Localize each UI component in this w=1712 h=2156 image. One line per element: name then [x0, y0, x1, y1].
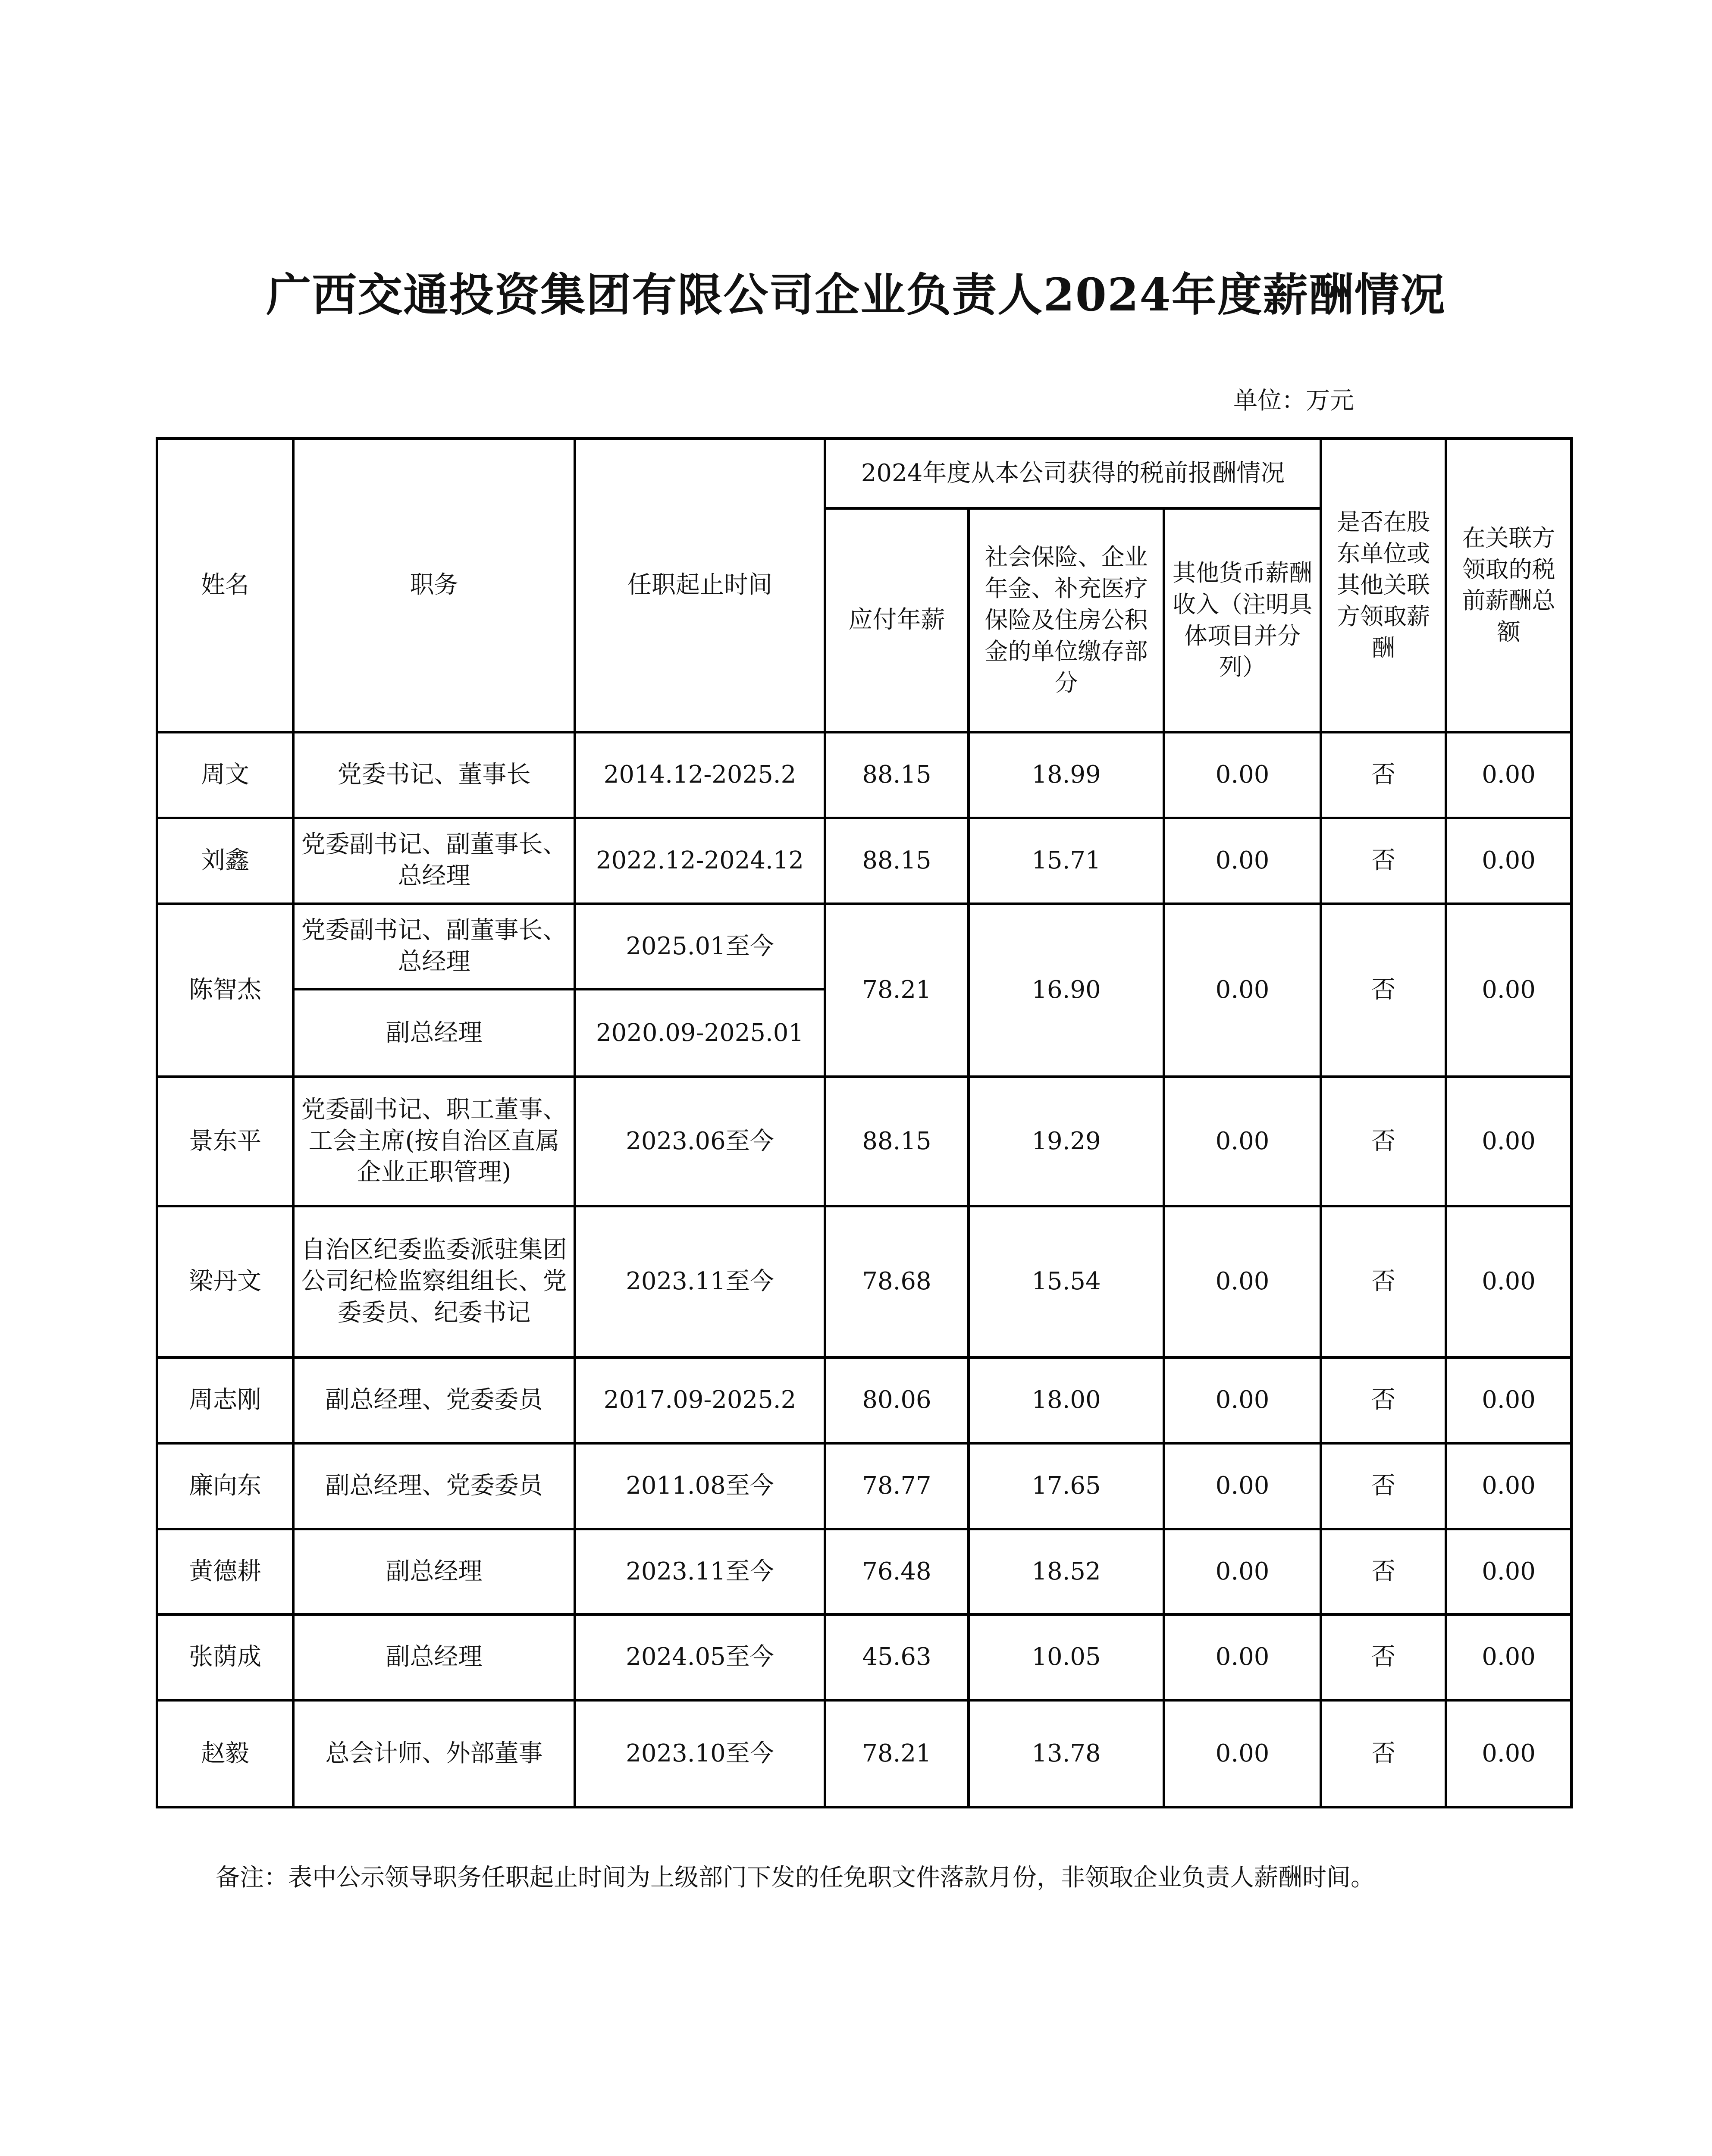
cell-salary: 78.77	[825, 1443, 969, 1529]
table-row	[157, 1700, 1571, 1807]
cell-position: 党委副书记、职工董事、工会主席(按自治区直属企业正职管理)	[293, 1077, 575, 1206]
cell-tenure: 2011.08至今	[575, 1443, 825, 1529]
cell-salary: 45.63	[825, 1614, 969, 1700]
cell-position: 党委副书记、副董事长、总经理	[293, 904, 575, 990]
cell-related: 0.00	[1446, 732, 1571, 818]
table-row	[157, 1443, 1571, 1529]
cell-insurance: 18.52	[969, 1529, 1164, 1615]
cell-other: 0.00	[1164, 1529, 1321, 1615]
cell-related: 0.00	[1446, 1357, 1571, 1443]
cell-tenure: 2024.05至今	[575, 1614, 825, 1700]
salary-table	[156, 437, 1573, 1808]
cell-tenure: 2014.12-2025.2	[575, 732, 825, 818]
page-title: 广西交通投资集团有限公司企业负责人2024年度薪酬情况	[266, 268, 1446, 321]
cell-salary: 78.21	[825, 1700, 969, 1807]
cell-related: 0.00	[1446, 1206, 1571, 1357]
table-row	[157, 1206, 1571, 1357]
table-row	[157, 732, 1571, 818]
cell-salary: 78.68	[825, 1206, 969, 1357]
header-row-1	[157, 439, 1571, 508]
unit-label: 单位：万元	[1233, 387, 1354, 415]
cell-shareholder: 否	[1321, 1206, 1446, 1357]
cell-shareholder: 否	[1321, 1077, 1446, 1206]
cell-tenure: 2017.09-2025.2	[575, 1357, 825, 1443]
cell-related: 0.00	[1446, 1700, 1571, 1807]
cell-name: 周文	[157, 732, 293, 818]
cell-insurance: 15.71	[969, 818, 1164, 904]
cell-shareholder: 否	[1321, 1443, 1446, 1529]
cell-related: 0.00	[1446, 1529, 1571, 1615]
header-other: 其他货币薪酬收入（注明具体项目并分列）	[1164, 508, 1321, 732]
header-position: 职务	[293, 439, 575, 732]
footnote: 备注：表中公示领导职务任职起止时间为上级部门下发的任免职文件落款月份，非领取企业负责人薪酬时间。	[216, 1864, 1375, 1892]
cell-tenure: 2023.06至今	[575, 1077, 825, 1206]
cell-position: 党委书记、董事长	[293, 732, 575, 818]
cell-shareholder: 否	[1321, 818, 1446, 904]
cell-position: 党委副书记、副董事长、总经理	[293, 818, 575, 904]
cell-shareholder: 否	[1321, 904, 1446, 1077]
table-row	[157, 818, 1571, 904]
cell-shareholder: 否	[1321, 1700, 1446, 1807]
header-insurance: 社会保险、企业年金、补充医疗保险及住房公积金的单位缴存部分	[969, 508, 1164, 732]
cell-tenure: 2023.10至今	[575, 1700, 825, 1807]
cell-position: 自治区纪委监委派驻集团公司纪检监察组组长、党委委员、纪委书记	[293, 1206, 575, 1357]
cell-name: 赵毅	[157, 1700, 293, 1807]
cell-insurance: 19.29	[969, 1077, 1164, 1206]
cell-insurance: 18.00	[969, 1357, 1164, 1443]
cell-other: 0.00	[1164, 1206, 1321, 1357]
cell-insurance: 16.90	[969, 904, 1164, 1077]
cell-insurance: 17.65	[969, 1443, 1164, 1529]
cell-position: 副总经理	[293, 1614, 575, 1700]
cell-other: 0.00	[1164, 1357, 1321, 1443]
cell-other: 0.00	[1164, 1077, 1321, 1206]
cell-salary: 88.15	[825, 732, 969, 818]
cell-shareholder: 否	[1321, 732, 1446, 818]
cell-other: 0.00	[1164, 732, 1321, 818]
cell-salary: 76.48	[825, 1529, 969, 1615]
cell-shareholder: 否	[1321, 1357, 1446, 1443]
cell-position: 总会计师、外部董事	[293, 1700, 575, 1807]
cell-insurance: 18.99	[969, 732, 1164, 818]
cell-name: 周志刚	[157, 1357, 293, 1443]
cell-position: 副总经理、党委委员	[293, 1443, 575, 1529]
cell-insurance: 10.05	[969, 1614, 1164, 1700]
cell-related: 0.00	[1446, 1443, 1571, 1529]
cell-salary: 78.21	[825, 904, 969, 1077]
table-row	[157, 1529, 1571, 1615]
cell-insurance: 13.78	[969, 1700, 1164, 1807]
cell-name: 张荫成	[157, 1614, 293, 1700]
header-related: 在关联方领取的税前薪酬总额	[1446, 439, 1571, 732]
cell-tenure: 2025.01至今	[575, 904, 825, 990]
cell-salary: 88.15	[825, 1077, 969, 1206]
cell-insurance: 15.54	[969, 1206, 1164, 1357]
cell-position: 副总经理、党委委员	[293, 1357, 575, 1443]
cell-shareholder: 否	[1321, 1614, 1446, 1700]
cell-tenure: 2023.11至今	[575, 1529, 825, 1615]
cell-other: 0.00	[1164, 1614, 1321, 1700]
cell-related: 0.00	[1446, 1077, 1571, 1206]
cell-tenure: 2023.11至今	[575, 1206, 825, 1357]
cell-name: 刘鑫	[157, 818, 293, 904]
header-group: 2024年度从本公司获得的税前报酬情况	[825, 439, 1321, 508]
cell-related: 0.00	[1446, 1614, 1571, 1700]
cell-salary: 80.06	[825, 1357, 969, 1443]
cell-other: 0.00	[1164, 1443, 1321, 1529]
header-tenure: 任职起止时间	[575, 439, 825, 732]
cell-name: 景东平	[157, 1077, 293, 1206]
cell-other: 0.00	[1164, 818, 1321, 904]
cell-tenure: 2020.09-2025.01	[575, 989, 825, 1077]
cell-salary: 88.15	[825, 818, 969, 904]
cell-shareholder: 否	[1321, 1529, 1446, 1615]
table-row	[157, 1077, 1571, 1206]
cell-tenure: 2022.12-2024.12	[575, 818, 825, 904]
cell-related: 0.00	[1446, 904, 1571, 1077]
cell-name: 黄德耕	[157, 1529, 293, 1615]
cell-name: 廉向东	[157, 1443, 293, 1529]
cell-name: 梁丹文	[157, 1206, 293, 1357]
cell-related: 0.00	[1446, 818, 1571, 904]
table-row	[157, 1357, 1571, 1443]
table-row	[157, 904, 1571, 990]
cell-other: 0.00	[1164, 904, 1321, 1077]
cell-other: 0.00	[1164, 1700, 1321, 1807]
header-shareholder: 是否在股东单位或其他关联方领取薪酬	[1321, 439, 1446, 732]
header-name: 姓名	[157, 439, 293, 732]
cell-position: 副总经理	[293, 989, 575, 1077]
header-salary: 应付年薪	[825, 508, 969, 732]
table-row	[157, 1614, 1571, 1700]
cell-name: 陈智杰	[157, 904, 293, 1077]
cell-position: 副总经理	[293, 1529, 575, 1615]
